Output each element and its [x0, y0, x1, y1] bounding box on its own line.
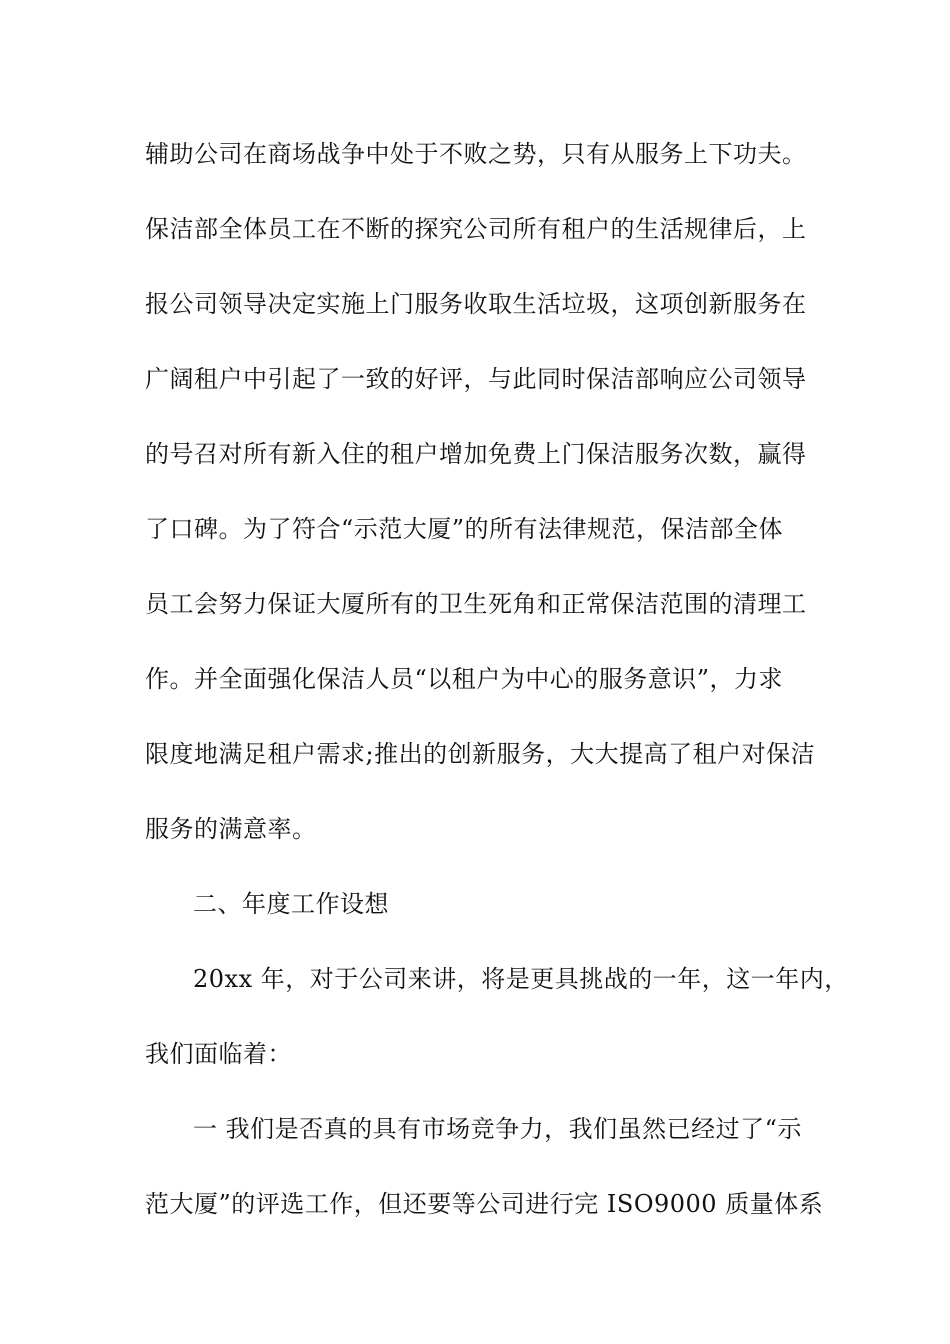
- paragraph-line-2: 保洁部全体员工在不断的探究公司所有租户的生活规律后，上: [145, 215, 807, 243]
- paragraph-line-3: 报公司领导决定实施上门服务收取生活垃圾，这项创新服务在: [145, 290, 807, 318]
- paragraph-line-9: 限度地满足租户需求;推出的创新服务，大大提高了租户对保洁: [145, 740, 816, 768]
- paragraph-line-13: 我们面临着：: [145, 1040, 292, 1068]
- paragraph-line-7: 员工会努力保证大厦所有的卫生死角和正常保洁范围的清理工: [145, 590, 807, 618]
- paragraph-line-5: 的号召对所有新入住的租户增加免费上门保洁服务次数，赢得: [145, 440, 807, 468]
- paragraph-line-6: 了口碑。为了符合“示范大厦”的所有法律规范，保洁部全体: [145, 515, 784, 543]
- paragraph-line-14: 一 我们是否真的具有市场竞争力，我们虽然已经过了“示: [193, 1115, 802, 1143]
- paragraph-line-4: 广阔租户中引起了一致的好评，与此同时保洁部响应公司领导: [145, 365, 807, 393]
- paragraph-line-12: 20xx 年，对于公司来讲，将是更具挑战的一年，这一年内，: [193, 965, 849, 993]
- paragraph-line-8: 作。并全面强化保洁人员“以租户为中心的服务意识”，力求: [145, 665, 784, 693]
- paragraph-line-1: 辅助公司在商场战争中处于不败之势，只有从服务上下功夫。: [145, 140, 807, 168]
- section-heading: 二、年度工作设想: [193, 890, 389, 918]
- paragraph-line-15: 范大厦”的评选工作，但还要等公司进行完 ISO9000 质量体系: [145, 1190, 824, 1218]
- paragraph-line-10: 服务的满意率。: [145, 815, 317, 843]
